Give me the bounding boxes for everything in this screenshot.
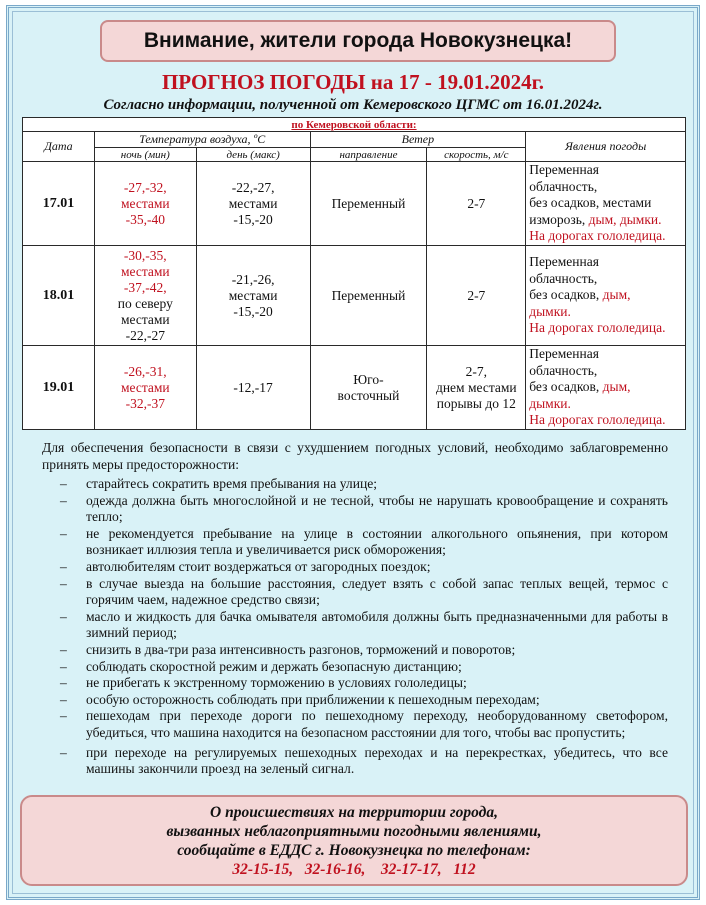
table-row bbox=[23, 162, 686, 246]
list-item bbox=[42, 493, 668, 526]
tip-text: пешеходам при переходе дороги по пешеходному переходу, необорудованному светофором, убедиться, что машина находится на безопасном расстоянии для того, чтобы вас пропустить; bbox=[86, 708, 668, 740]
phenomena-line bbox=[529, 379, 682, 396]
night-temp-cell bbox=[94, 162, 196, 246]
footer-line: О происшествиях на территории города, bbox=[210, 804, 498, 821]
list-item bbox=[42, 659, 668, 676]
dash-bullet: – bbox=[60, 558, 67, 574]
phenomena-text: без осадков, bbox=[529, 379, 603, 395]
night-temp-line: местами bbox=[120, 379, 170, 395]
night-temp-line: по северу bbox=[117, 295, 173, 311]
list-item bbox=[42, 476, 668, 493]
wind-speed-cell bbox=[427, 246, 526, 346]
list-item bbox=[42, 745, 668, 778]
header-day: день (макс) bbox=[196, 148, 310, 162]
safety-lead-paragraph: Для обеспечения безопасности в связи с ухудшением погодных условий, необходимо заблаговременно принять меры предосторожности: bbox=[42, 440, 668, 472]
tip-text: не прибегать к экстренному торможению в условиях гололедицы; bbox=[86, 675, 467, 691]
wind-direction-line: восточный bbox=[337, 387, 400, 403]
phenomena-line: без осадков, местами bbox=[529, 195, 652, 211]
safety-tips-list bbox=[42, 476, 668, 778]
wind-direction-line: Юго- bbox=[353, 371, 384, 387]
phenomena-text: без осадков, bbox=[529, 287, 603, 303]
night-temp-cell bbox=[94, 246, 196, 346]
tip-text: особую осторожность соблюдать при приближении к пешеходным переходам; bbox=[86, 691, 540, 707]
phenomena-cell bbox=[526, 346, 686, 430]
dash-bullet: – bbox=[60, 575, 67, 591]
ice-warning: На дорогах гололедица. bbox=[529, 320, 666, 336]
list-item bbox=[42, 559, 668, 576]
date-cell: 19.01 bbox=[23, 346, 95, 430]
day-temp-cell bbox=[196, 162, 310, 246]
night-temp-line: местами bbox=[120, 195, 170, 211]
list-item bbox=[42, 642, 668, 659]
source-line: Согласно информации, полученной от Кемеровского ЦГМС от 16.01.2024г. bbox=[103, 97, 603, 113]
tip-text: одежда должна быть многослойной и не тесной, чтобы не нарушать кровообращение и сохранять тепло; bbox=[86, 492, 668, 525]
table-row bbox=[23, 246, 686, 346]
night-temp-line: -35,-40 bbox=[125, 211, 165, 227]
phenomena-line bbox=[529, 212, 682, 229]
phenomena-highlight: дымки. bbox=[529, 395, 571, 411]
forecast-table bbox=[22, 117, 686, 430]
phenomena-cell bbox=[526, 246, 686, 346]
night-temp-line: -26,-31, bbox=[123, 363, 167, 379]
wind-direction-cell bbox=[310, 346, 427, 430]
emergency-phones: 32-15-15, 32-16-16, 32-17-17, 112 bbox=[232, 861, 476, 878]
phenomena-highlight: дымки. bbox=[529, 303, 571, 319]
attention-banner: Внимание, жители города Новокузнецка! bbox=[100, 20, 616, 62]
header-temperature: Температура воздуха, ºС bbox=[94, 132, 310, 148]
day-temp-line: -15,-20 bbox=[233, 303, 273, 319]
tip-text: в случае выезда на большие расстояния, следует взять с собой запас теплых вещей, термос с горячим чаем, надежное средство связи; bbox=[86, 575, 668, 608]
tip-text: не рекомендуется пребывание на улице в состоянии алкогольного опьянения, при котором возникает иллюзия тепла и увеличивается риск обморожения; bbox=[86, 525, 668, 558]
phenomena-line: облачность, bbox=[529, 178, 598, 194]
phenomena-line: облачность, bbox=[529, 270, 598, 286]
list-item bbox=[42, 576, 668, 609]
night-temp-line: -22,-27 bbox=[125, 327, 165, 343]
wind-speed-line: 2-7 bbox=[467, 195, 486, 211]
day-temp-line: -15,-20 bbox=[233, 211, 273, 227]
wind-direction-line: Переменный bbox=[331, 287, 406, 303]
day-temp-line: -22,-27, bbox=[231, 179, 275, 195]
list-item bbox=[42, 526, 668, 559]
ice-warning: На дорогах гололедица. bbox=[529, 412, 666, 428]
tip-text: при переходе на регулируемых пешеходных переходах и на перекрестках, убедитесь, что все машины закончили проезд на зеленый сигнал. bbox=[86, 744, 668, 777]
wind-direction-cell bbox=[310, 162, 427, 246]
tip-text: соблюдать скоростной режим и держать безопасную дистанцию; bbox=[86, 658, 462, 674]
list-item bbox=[42, 708, 668, 741]
night-temp-line: местами bbox=[120, 311, 170, 327]
header-wind: Ветер bbox=[310, 132, 526, 148]
day-temp-line: местами bbox=[228, 195, 278, 211]
phenomena-line: Переменная bbox=[529, 254, 599, 270]
night-temp-line: -32,-37 bbox=[125, 395, 165, 411]
date-cell: 18.01 bbox=[23, 246, 95, 346]
tip-text: масло и жидкость для бачка омывателя автомобиля должны быть предназначенными для работы в зимний период; bbox=[86, 608, 668, 641]
header-night: ночь (мин) bbox=[94, 148, 196, 162]
dash-bullet: – bbox=[60, 492, 67, 508]
footer-line: вызванных неблагоприятными погодными явлениями, bbox=[166, 823, 542, 840]
day-temp-line: местами bbox=[228, 287, 278, 303]
phenomena-line: облачность, bbox=[529, 362, 598, 378]
wind-speed-line: 2-7, bbox=[465, 363, 487, 379]
dash-bullet: – bbox=[60, 476, 67, 491]
night-temp-line: -30,-35, bbox=[123, 247, 167, 263]
day-temp-line: -21,-26, bbox=[231, 271, 275, 287]
dash-bullet: – bbox=[60, 708, 67, 724]
day-temp-line: -12,-17 bbox=[233, 379, 273, 395]
wind-speed-line: порывы до 12 bbox=[436, 395, 516, 411]
phenomena-cell bbox=[526, 162, 686, 246]
wind-speed-line: 2-7 bbox=[467, 287, 486, 303]
phenomena-line: Переменная bbox=[529, 162, 599, 178]
night-temp-line: -37,-42, bbox=[123, 279, 167, 295]
header-phenomena: Явления погоды bbox=[526, 132, 686, 162]
wind-direction-line: Переменный bbox=[331, 195, 406, 211]
dash-bullet: – bbox=[60, 744, 67, 760]
tip-text: старайтесь сократить время пребывания на улице; bbox=[86, 476, 378, 491]
dash-bullet: – bbox=[60, 658, 67, 674]
tip-text: автолюбителям стоит воздержаться от загородных поездок; bbox=[86, 558, 431, 574]
table-row bbox=[23, 346, 686, 430]
header-speed: скорость, м/с bbox=[427, 148, 526, 162]
night-temp-line: местами bbox=[120, 263, 170, 279]
phenomena-text: изморозь, bbox=[529, 211, 589, 227]
night-temp-cell bbox=[94, 346, 196, 430]
list-item bbox=[42, 609, 668, 642]
emergency-contact-box bbox=[20, 795, 688, 886]
wind-speed-cell bbox=[427, 346, 526, 430]
region-label: по Кемеровской области: bbox=[23, 118, 686, 132]
forecast-title: ПРОГНОЗ ПОГОДЫ на 17 - 19.01.2024г. bbox=[161, 70, 545, 94]
dash-bullet: – bbox=[60, 525, 67, 541]
phenomena-line bbox=[529, 287, 682, 304]
list-item bbox=[42, 675, 668, 692]
dash-bullet: – bbox=[60, 608, 67, 624]
tip-text: снизить в два-три раза интенсивность разгонов, торможений и поворотов; bbox=[86, 641, 516, 657]
ice-warning: На дорогах гололедица. bbox=[529, 228, 666, 244]
day-temp-cell bbox=[196, 346, 310, 430]
date-cell: 17.01 bbox=[23, 162, 95, 246]
phenomena-highlight: дым, bbox=[602, 287, 631, 303]
list-item bbox=[42, 692, 668, 709]
footer-line: сообщайте в ЕДДС г. Новокузнецка по телефонам: bbox=[177, 842, 531, 859]
dash-bullet: – bbox=[60, 691, 67, 707]
dash-bullet: – bbox=[60, 675, 67, 691]
wind-speed-cell bbox=[427, 162, 526, 246]
phenomena-highlight: дым, bbox=[602, 379, 631, 395]
header-direction: направление bbox=[310, 148, 427, 162]
wind-speed-line: днем местами bbox=[435, 379, 517, 395]
dash-bullet: – bbox=[60, 641, 67, 657]
day-temp-cell bbox=[196, 246, 310, 346]
phenomena-line: Переменная bbox=[529, 346, 599, 362]
header-date: Дата bbox=[23, 132, 95, 162]
night-temp-line: -27,-32, bbox=[123, 179, 167, 195]
wind-direction-cell bbox=[310, 246, 427, 346]
phenomena-highlight: дым, дымки. bbox=[588, 211, 662, 227]
